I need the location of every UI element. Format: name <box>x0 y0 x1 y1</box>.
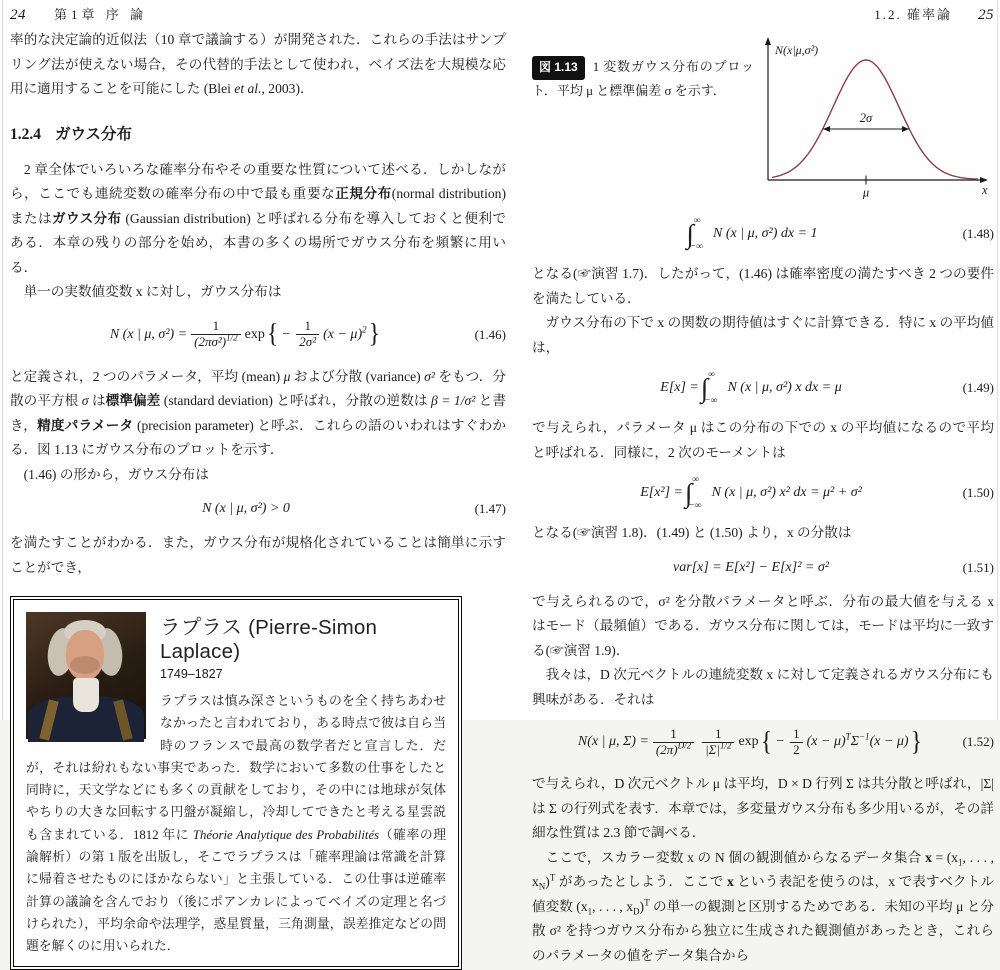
paragraph-gauss-intro: 2 章全体でいろいろな確率分布やその重要な性質について述べる．しかしながら，ここでも連続変数の確率分布の中で最も重要な正規分布(normal distribution) またはガウス分布 (Gaussian distribution) と呼ばれる分布を導入しておくと便利である．本章の残りの部分を始め，本書の多くの場所でガウス分布を頻繁に用いる． <box>10 161 506 275</box>
running-title-right: 1.2. 確率論 <box>874 7 952 22</box>
y-axis-arrow <box>765 37 771 45</box>
equation-number: (1.46) <box>474 326 506 342</box>
bio-title: ラプラス (Pierre-Simon Laplace) <box>160 616 378 663</box>
paragraph-variance: で与えられるので，σ² を分散パラメータと呼ぶ．分布の最大値を与える x はモード（最頻値）である．ガウス分布に関しては，モードは平均に一致する(☞演習 1.9)． <box>532 593 994 658</box>
paragraph-form: (1.46) の形から，ガウス分布は <box>10 466 209 482</box>
math-integral: ∫ ∞ −∞ <box>685 475 702 511</box>
paragraph-satisfy: を満たすことがわかる．また，ガウス分布が規格化されていることは簡単に示すことができ， <box>10 535 506 575</box>
math-brace-left: { <box>266 318 279 349</box>
figure-1-13 <box>532 34 994 206</box>
bio-years: 1749–1827 <box>160 667 223 681</box>
page-25 <box>532 4 995 963</box>
math-minus: − <box>776 734 785 749</box>
math-integral: ∫ ∞ −∞ <box>700 370 718 406</box>
math-fraction: $\frac{1}{|\Sigma|^{1/2}}$ <box>702 727 734 758</box>
running-header-left <box>10 4 506 24</box>
figure-caption <box>532 56 754 206</box>
math-brace-right: } <box>368 318 381 349</box>
y-axis-label: N(x|μ,σ²) <box>775 43 819 57</box>
math-exp: exp <box>244 326 265 342</box>
page-number-right: 25 <box>978 7 994 23</box>
math-lhs: N(x | μ, Σ) = <box>577 734 649 749</box>
equation-1-47 <box>10 494 506 524</box>
figure-caption-text: 1 変数ガウス分布のプロット．平均 μ と標準偏差 σ を示す． <box>532 59 754 98</box>
equation-number: (1.51) <box>962 559 994 575</box>
section-heading <box>10 122 506 144</box>
paragraph-mean: で与えられ，パラメータ μ はこの分布の下での x の平均値になるので平均と呼ばれる．同様に，2 次のモーメントは <box>532 420 994 460</box>
page-edge-left <box>2 0 3 720</box>
section-title: ガウス分布 <box>55 125 133 143</box>
equation-1-48 <box>532 213 994 255</box>
gaussian-curve <box>772 60 978 179</box>
math-lhs: E[x²] = <box>640 485 683 500</box>
paragraph-expectation: ガウス分布の下で x の関数の期待値はすぐに計算できる．特に x の平均値は， <box>532 315 994 355</box>
math-integral: ∫ ∞ −∞ <box>686 216 704 252</box>
equation-number: (1.48) <box>962 226 994 241</box>
math-exp: exp <box>738 734 759 749</box>
paragraph-intro: 率的な決定論的近似法（10 章で議論する）が開発された．これらの手法はサンプリング法が使えない場合，その代替的手法として使われ，ベイズ法を大規模な応用に適用することを可能にした (Blei et al., 2003)． <box>10 32 506 96</box>
math-body: N (x | μ, σ²) dx = 1 <box>713 226 818 241</box>
paragraph-definition: と定義され，2 つのパラメータ，平均 (mean) μ および分散 (variance) σ² をもつ．分散の平方根 σ は標準偏差 (standard deviation) と呼ばれ，分散の逆数は β = 1/σ² と書き，精度パラメータ (precision parameter) と呼ぶ．これらの語のいわれはすぐわかる．図 1.13 にガウス分布のプロットを示す． <box>10 368 507 457</box>
equation-number: (1.52) <box>962 734 994 749</box>
math-fraction: $\frac{1}{2}$ <box>790 727 803 758</box>
section-number: 1.2.4 <box>10 125 41 143</box>
portrait-cravat <box>73 678 99 712</box>
equation-1-50 <box>532 472 994 514</box>
paragraph-dataset: ここで，スカラー変数 x の N 個の観測値からなるデータ集合 $x = (x_1$, . . . , $x_N)^T$ があったとしよう．ここで x という表記を使うのは，x で表すベクトル値変数 ($x_1$, . . . , $x_D)^T$ の単一の観測と区別するためである．未知の平均 μ と分散 σ² を持つガウス分布から独立に生成された観測値があったとき，これらのパラメータの値をデータ集合から <box>532 849 995 963</box>
equation-number: (1.49) <box>962 380 994 395</box>
math-fraction: $\frac{1}{(2\pi)^{D/2}}$ <box>653 727 694 758</box>
x-axis-label: x <box>982 183 988 197</box>
portrait-shading <box>70 656 100 674</box>
paragraph-covariance: で与えられ，D 次元ベクトル μ は平均，D × D 行列 Σ は共分散と呼ばれ，|Σ| は Σ の行列式を表す．本章では，多変量ガウス分布も多少用いるが，その詳細な性質は 2.3 節で調べる． <box>532 776 994 840</box>
math-fraction: $\frac{1}{(2\pi\sigma^2)^{1/2}}$ <box>191 319 241 350</box>
mu-tick-label: μ <box>862 185 870 200</box>
bio-text: ラプラスは慎み深さというものを全く持ちあわせなかったと言われており，ある時点で彼は自ら当時のフランスで最高の数学者だと宣言した．だが，それは紛れもない事実であった．数学において多数の仕事をしたと同時に，天文学などにも多くの貢献をしており，その中には地球が気体やちりの大きな回転する円盤が凝縮し，冷却してできたと考える星雲説も含まれている．1812 年に Théorie Analytique des Probabilités（確率の理論解析）の第 1 版を出版し，そこでラプラスは「確率理論は常識を計算に帰着させたものにほかならない」と主張している．この仕事は逆確率計算の議論を含んでおり（後にポアンカレによってベイズの定理と名づけられた），平均余命や法理学，惑星質量，三角測量，誤差推定などの問題を解くのに用いられた． <box>26 694 447 954</box>
page-24 <box>10 4 507 954</box>
equation-1-51 <box>532 553 994 583</box>
math-fraction: $\frac{1}{\text{2σ²}}$ <box>296 319 319 350</box>
math-tail: $(x - \mu)^T\Sigma^{-1}(x - \mu)$ <box>806 731 909 749</box>
paragraph-multivariate: 我々は，D 次元ベクトルの連続変数 x に対して定義されるガウス分布にも興味がある．それは <box>532 667 994 707</box>
math-brace-left: { <box>760 726 773 757</box>
math-brace-right: } <box>910 726 923 757</box>
equation-number: (1.50) <box>962 485 994 500</box>
laplace-bio-box <box>10 596 462 970</box>
running-header-right <box>532 4 994 24</box>
running-title-left: 第1章 序 論 <box>54 7 148 22</box>
page-number-left: 24 <box>10 7 26 23</box>
laplace-portrait <box>26 612 146 739</box>
equation-number: (1.47) <box>474 501 506 516</box>
equation-1-46 <box>10 312 506 358</box>
math-lhs: N (x | μ, σ²) = <box>109 326 188 342</box>
paragraph-exercise-1-7: となる(☞演習 1.7)．したがって，(1.46) は確率密度の満たすべき 2 つの要件を満たしている． <box>532 266 994 306</box>
math-body: N (x | μ, σ²) x dx = μ <box>727 380 842 395</box>
math-lhs: E[x] = <box>660 380 699 395</box>
equation-1-52 <box>532 719 994 765</box>
sigma-annotation: 2σ <box>859 111 873 125</box>
math-body: N (x | μ, σ²) > 0 <box>202 501 290 516</box>
math-minus: − <box>282 326 291 342</box>
paragraph-single-var: 単一の実数値変数 x に対し，ガウス分布は <box>10 284 282 299</box>
equation-1-49 <box>532 367 994 409</box>
page-edge-right <box>997 0 998 720</box>
gaussian-plot <box>754 34 994 206</box>
paragraph-exercise-1-8: となる(☞演習 1.8)．(1.49) と (1.50) より，x の分散は <box>532 525 852 540</box>
math-body: N (x | μ, σ²) x² dx = μ² + σ² <box>711 485 862 500</box>
figure-label: 図 1.13 <box>532 56 585 80</box>
math-tail: $(x - \mu)^2$ <box>323 323 367 342</box>
math-body: var[x] = E[x²] − E[x]² = σ² <box>673 559 829 575</box>
